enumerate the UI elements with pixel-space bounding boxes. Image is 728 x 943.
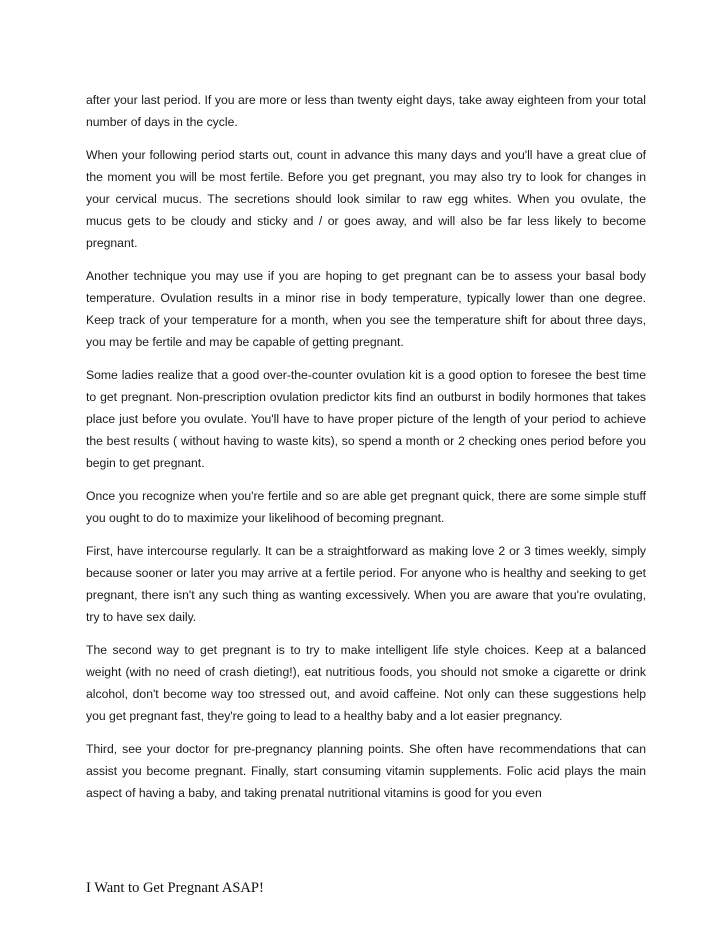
paragraph-3: Another technique you may use if you are hoping to get pregnant can be to assess your basal body temperature. Ovulation results in a minor rise in body temperature, typically lower than one degree. Keep track of your temperature for a month, when you see the temperature shift for about three days, you may be fertile and may be capable of getting pregnant. bbox=[86, 269, 646, 349]
paragraph-2: When your following period starts out, count in advance this many days and you'll have a great clue of the moment you will be most fertile. Before you get pregnant, you may also try to look for changes in your cervical mucus. The secretions should look similar to raw egg whites. When you ovulate, the mucus gets to be cloudy and sticky and / or goes away, and will also be far less likely to become pregnant. bbox=[86, 148, 646, 250]
paragraph-8: Third, see your doctor for pre-pregnancy planning points. She often have recommendations that can assist you become pregnant. Finally, start consuming vitamin supplements. Folic acid plays the main aspect of having a baby, and taking prenatal nutritional vitamins is good for you even bbox=[86, 742, 646, 800]
paragraph-4: Some ladies realize that a good over-the-counter ovulation kit is a good option to foresee the best time to get pregnant. Non-prescription ovulation predictor kits find an outburst in bodily hormones that takes place just before you ovulate. You'll have to have proper picture of the length of your period to achieve the best results ( without having to waste kits), so spend a month or 2 checking ones period before you begin to get pregnant. bbox=[86, 368, 646, 470]
document-body bbox=[86, 89, 646, 815]
paragraph-6: First, have intercourse regularly. It can be a straightforward as making love 2 or 3 times weekly, simply because sooner or later you may arrive at a fertile period. For anyone who is healthy and seeking to get pregnant, there isn't any such thing as wanting excessively. When you are aware that you're ovulating, try to have sex daily. bbox=[86, 544, 646, 624]
paragraph-7: The second way to get pregnant is to try to make intelligent life style choices. Keep at a balanced weight (with no need of crash dieting!), eat nutritious foods, you should not smoke a cigarette or drink alcohol, don't become way too stressed out, and avoid caffeine. Not only can these suggestions help you get pregnant fast, they're going to lead to a healthy baby and a lot easier pregnancy. bbox=[86, 643, 646, 723]
paragraph-1: after your last period. If you are more or less than twenty eight days, take away eighteen from your total number of days in the cycle. bbox=[86, 93, 646, 129]
paragraph-5: Once you recognize when you're fertile and so are able get pregnant quick, there are some simple stuff you ought to do to maximize your likelihood of becoming pregnant. bbox=[86, 489, 646, 525]
page-footer-title: I Want to Get Pregnant ASAP! bbox=[86, 880, 264, 896]
